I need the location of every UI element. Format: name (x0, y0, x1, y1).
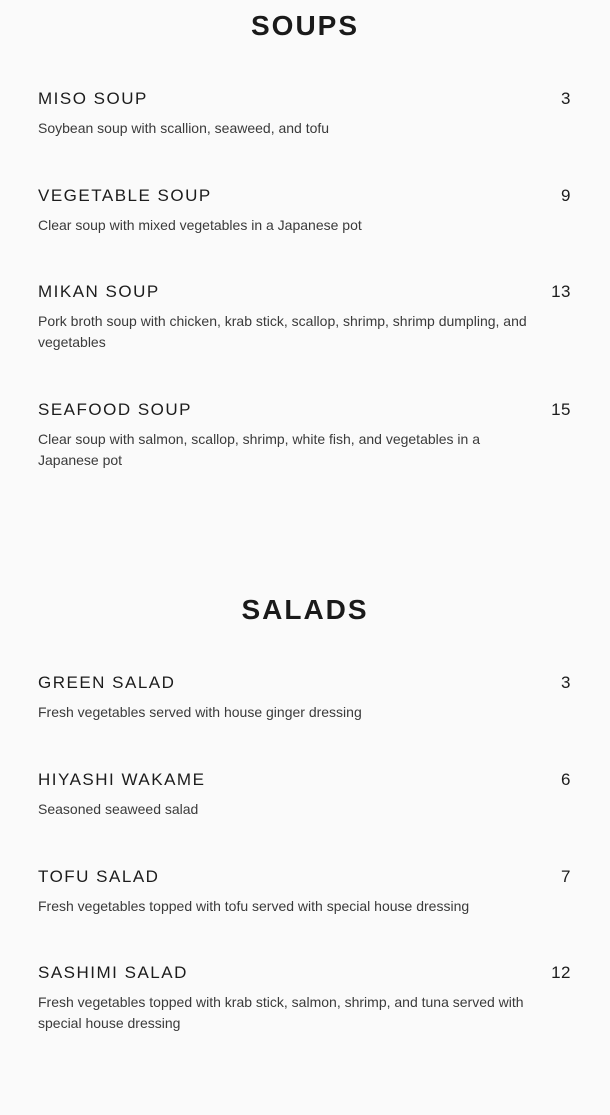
item-description: Seasoned seaweed salad (38, 801, 199, 817)
item-description: Clear soup with mixed vegetables in a Japanese pot (38, 217, 362, 233)
item-description: Fresh vegetables served with house ginger dressing (38, 704, 362, 720)
menu-item-sashimi-salad (38, 962, 571, 1034)
menu-item-green-salad (38, 672, 571, 723)
soups-heading: SOUPS (250, 10, 360, 41)
item-price: 3 (561, 89, 571, 108)
item-description: Fresh vegetables topped with tofu served with special house dressing (38, 898, 470, 914)
item-price: 3 (561, 673, 571, 692)
menu-item-miso-soup (38, 88, 571, 139)
item-name: MISO SOUP (38, 89, 148, 108)
salads-heading: SALADS (241, 594, 369, 625)
item-description: Fresh vegetables topped with krab stick, salmon, shrimp, and tuna served with special house dressing (38, 994, 524, 1031)
item-name: TOFU SALAD (38, 867, 160, 886)
item-description: Soybean soup with scallion, seaweed, and tofu (38, 120, 330, 136)
item-price: 7 (561, 867, 571, 886)
item-price: 13 (551, 282, 571, 301)
menu-item-mikan-soup (38, 281, 571, 353)
menu-item-seafood-soup (38, 399, 571, 471)
menu-item-tofu-salad (38, 866, 571, 917)
item-name: SEAFOOD SOUP (38, 400, 193, 419)
item-price: 9 (561, 186, 571, 205)
item-name: MIKAN SOUP (38, 282, 160, 301)
menu-item-vegetable-soup (38, 185, 571, 236)
item-name: SASHIMI SALAD (38, 963, 188, 982)
item-description: Pork broth soup with chicken, krab stick, scallop, shrimp, shrimp dumpling, and vegetables (38, 313, 527, 350)
item-name: HIYASHI WAKAME (38, 770, 206, 789)
item-name: VEGETABLE SOUP (38, 186, 212, 205)
item-price: 6 (561, 770, 571, 789)
item-price: 15 (551, 400, 571, 419)
item-name: GREEN SALAD (38, 673, 176, 692)
menu-item-hiyashi-wakame (38, 769, 571, 820)
item-price: 12 (551, 963, 571, 982)
item-description: Clear soup with salmon, scallop, shrimp, white fish, and vegetables in a Japanese pot (38, 431, 480, 468)
